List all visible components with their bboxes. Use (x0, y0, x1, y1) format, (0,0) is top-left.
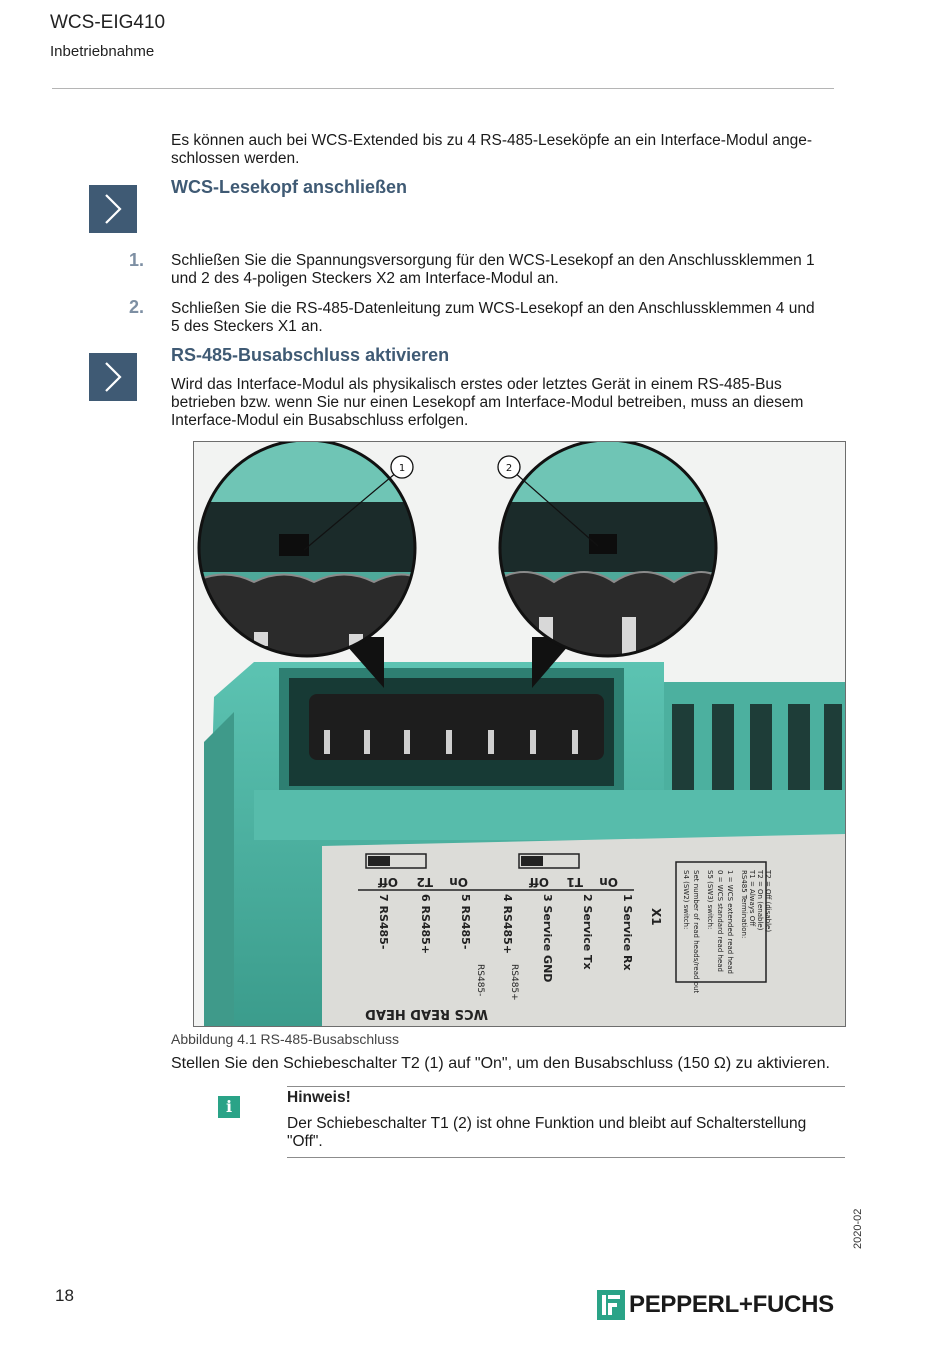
t2-switch-marker (368, 856, 390, 866)
chapter-title: Inbetriebnahme (50, 43, 155, 60)
bus-plus-label: RS485+ (509, 964, 519, 1001)
label-on: On (449, 875, 468, 889)
side-note-line: Set number of read heads/read out (692, 870, 700, 994)
step-line: Schließen Sie die RS-485-Datenleitung zum WCS-Lesekopf an den Anschlussklemmen 4 und (171, 300, 815, 317)
intro-line: Es können auch bei WCS-Extended bis zu 4 RS-485-Leseköpfe an ein Interface-Modul ange- (171, 132, 813, 149)
note-heading: Hinweis! (287, 1089, 351, 1106)
side-note-line: 0 = WCS standard read head (716, 870, 724, 972)
info-icon: i (218, 1096, 240, 1118)
t1-switch-marker (521, 856, 543, 866)
edition-date (846, 1205, 872, 1249)
section-paragraph (171, 376, 803, 430)
note-line: Der Schiebeschalter T1 (2) ist ohne Funktion und bleibt auf Schalterstellung (287, 1115, 807, 1132)
note-text (287, 1115, 806, 1151)
side-note-line: S5 (SW3) switch: (706, 870, 714, 930)
side-note-line: S4 (SW2) switch: (682, 870, 690, 930)
chevron-right-icon (89, 185, 137, 233)
pin-label: 5 RS485- (459, 894, 472, 950)
step-text (171, 300, 815, 336)
label-footer: WCS READ HEAD (365, 1006, 488, 1021)
header-divider (52, 88, 834, 89)
note-line: "Off". (287, 1133, 323, 1150)
intro-paragraph (171, 132, 812, 168)
pin-label: 2 Service Tx (581, 894, 594, 970)
pin-label: 4 RS485+ (501, 894, 514, 955)
pin-label: 7 RS485- (377, 894, 390, 950)
label-t1: T1 (566, 875, 583, 889)
edition-date-text: 2020-02 (852, 1208, 864, 1249)
section-heading: RS-485-Busabschluss aktivieren (171, 345, 450, 365)
section-heading: WCS-Lesekopf anschließen (171, 177, 408, 197)
paragraph-line: Interface-Modul ein Busabschluss erfolgen. (171, 412, 469, 429)
pin-label: 3 Service GND (541, 894, 554, 983)
figure-caption: Abbildung 4.1 RS-485-Busabschluss (171, 1031, 400, 1047)
side-note-line: T2 = Off (disable) (764, 870, 772, 933)
callout-number: 2 (505, 463, 513, 474)
step-number: 1. (128, 250, 144, 270)
brand-name: PEPPERL+FUCHS (629, 1291, 834, 1318)
label-t2: T2 (416, 875, 433, 889)
instruction-text: Stellen Sie den Schiebeschalter T2 (1) auf "On", um den Busabschluss (150 Ω) zu aktivieren. (171, 1055, 830, 1072)
intro-line: schlossen werden. (171, 150, 300, 167)
side-note-line: T1 = Always Off (748, 870, 756, 927)
label-off: Off (378, 875, 398, 889)
step-line: 5 des Steckers X1 an. (171, 318, 323, 335)
device-illustration (194, 442, 845, 1026)
step-line: Schließen Sie die Spannungsversorgung für den WCS-Lesekopf an den Anschlussklemmen 1 (171, 252, 815, 269)
label-x1: X1 (649, 908, 663, 926)
chevron-right-icon (89, 353, 137, 401)
side-note-line: 1 = WCS extended read head (726, 870, 734, 974)
side-note-line: T2 = On (enable) (756, 870, 764, 931)
brand-logo (597, 1290, 834, 1320)
note-bottom-rule (287, 1157, 845, 1158)
note-top-rule (287, 1086, 845, 1087)
step-number: 2. (128, 297, 144, 317)
bus-minus-label: RS485- (475, 964, 485, 997)
callout-number: 1 (398, 463, 406, 474)
step-line: und 2 des 4-poligen Steckers X2 am Interface-Modul an. (171, 270, 559, 287)
label-on: On (599, 875, 618, 889)
figure-photo (193, 441, 846, 1027)
side-note-line: RS485 Termination: (740, 870, 748, 939)
pin-label: 1 Service Rx (621, 894, 634, 971)
pin-label: 6 RS485+ (419, 894, 432, 955)
label-off: Off (529, 875, 549, 889)
paragraph-line: betrieben bzw. wenn Sie nur einen Lesekopf am Interface-Modul betreiben, muss an diesem (171, 394, 804, 411)
paragraph-line: Wird das Interface-Modul als physikalisch erstes oder letztes Gerät in einem RS-485-Bus (171, 376, 782, 393)
document-title: WCS-EIG410 (50, 12, 166, 33)
page-number: 18 (55, 1286, 74, 1305)
step-text (171, 252, 815, 288)
pepperl-fuchs-logo-icon (597, 1290, 625, 1320)
